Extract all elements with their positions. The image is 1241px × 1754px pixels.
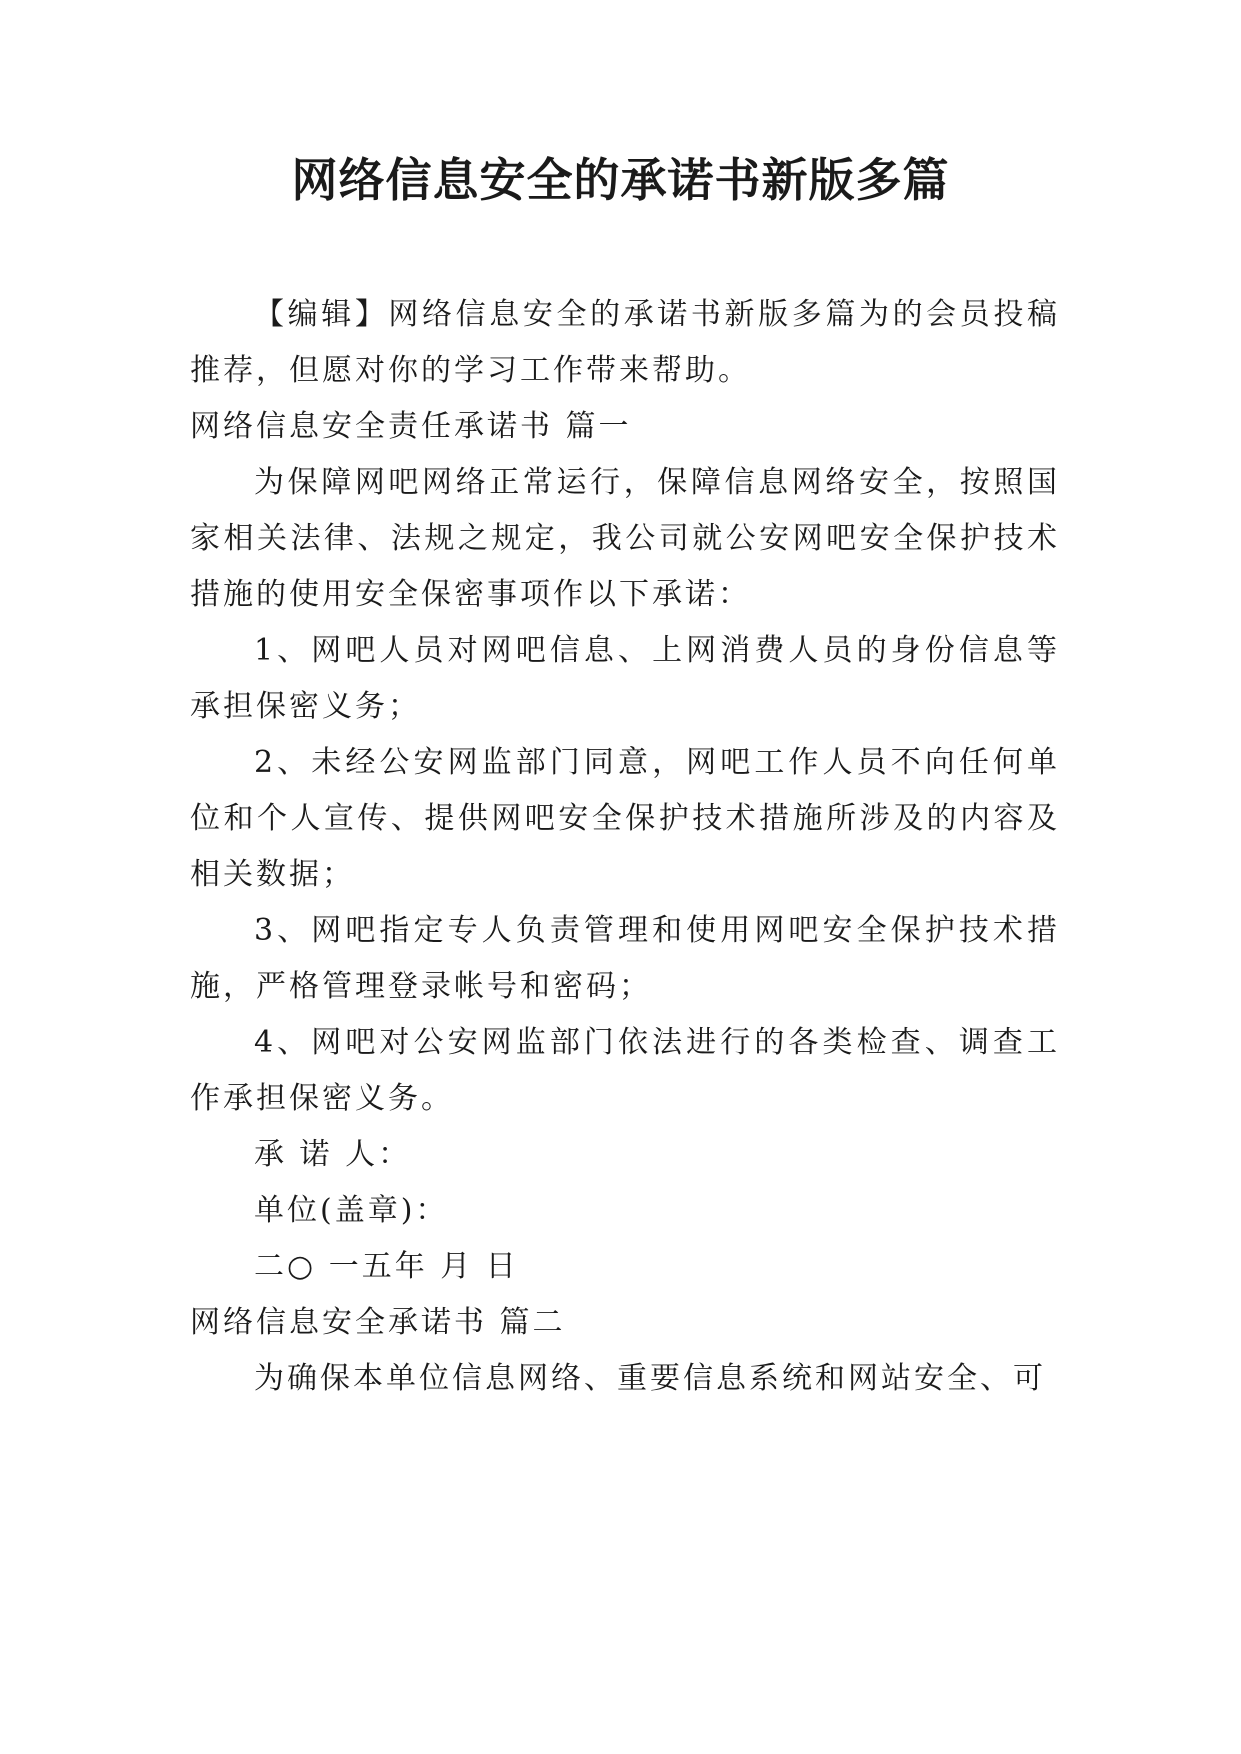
- intro-paragraph: 【编辑】网络信息安全的承诺书新版多篇为的会员投稿推荐，但愿对你的学习工作带来帮助。: [190, 297, 1060, 388]
- section1-item-1: 1、网吧人员对网吧信息、上网消费人员的身份信息等承担保密义务；: [190, 633, 1060, 724]
- document-title: 网络信息安全的承诺书新版多篇: [291, 153, 950, 207]
- section-heading-1: 网络信息安全责任承诺书 篇一: [190, 409, 632, 444]
- document-body: [190, 287, 1060, 1407]
- signer-line: 承 诺 人：: [254, 1137, 412, 1172]
- section1-paragraph-1: 为保障网吧网络正常运行，保障信息网络安全，按照国家相关法律、法规之规定，我公司就公安网吧安全保护技术措施的使用安全保密事项作以下承诺：: [190, 465, 1060, 612]
- section1-item-3: 3、网吧指定专人负责管理和使用网吧安全保护技术措施，严格管理登录帐号和密码；: [190, 913, 1060, 1004]
- section1-item-2: 2、未经公安网监部门同意，网吧工作人员不向任何单位和个人宣传、提供网吧安全保护技术措施所涉及的内容及相关数据；: [190, 745, 1060, 892]
- unit-seal-line: 单位(盖章)：: [254, 1193, 449, 1228]
- section2-paragraph-1: 为确保本单位信息网络、重要信息系统和网站安全、可: [254, 1361, 1046, 1396]
- section-heading-2: 网络信息安全承诺书 篇二: [190, 1305, 566, 1340]
- date-line: 二○ 一五年 月 日: [254, 1249, 519, 1284]
- section1-item-4: 4、网吧对公安网监部门依法进行的各类检查、调查工作承担保密义务。: [190, 1025, 1060, 1116]
